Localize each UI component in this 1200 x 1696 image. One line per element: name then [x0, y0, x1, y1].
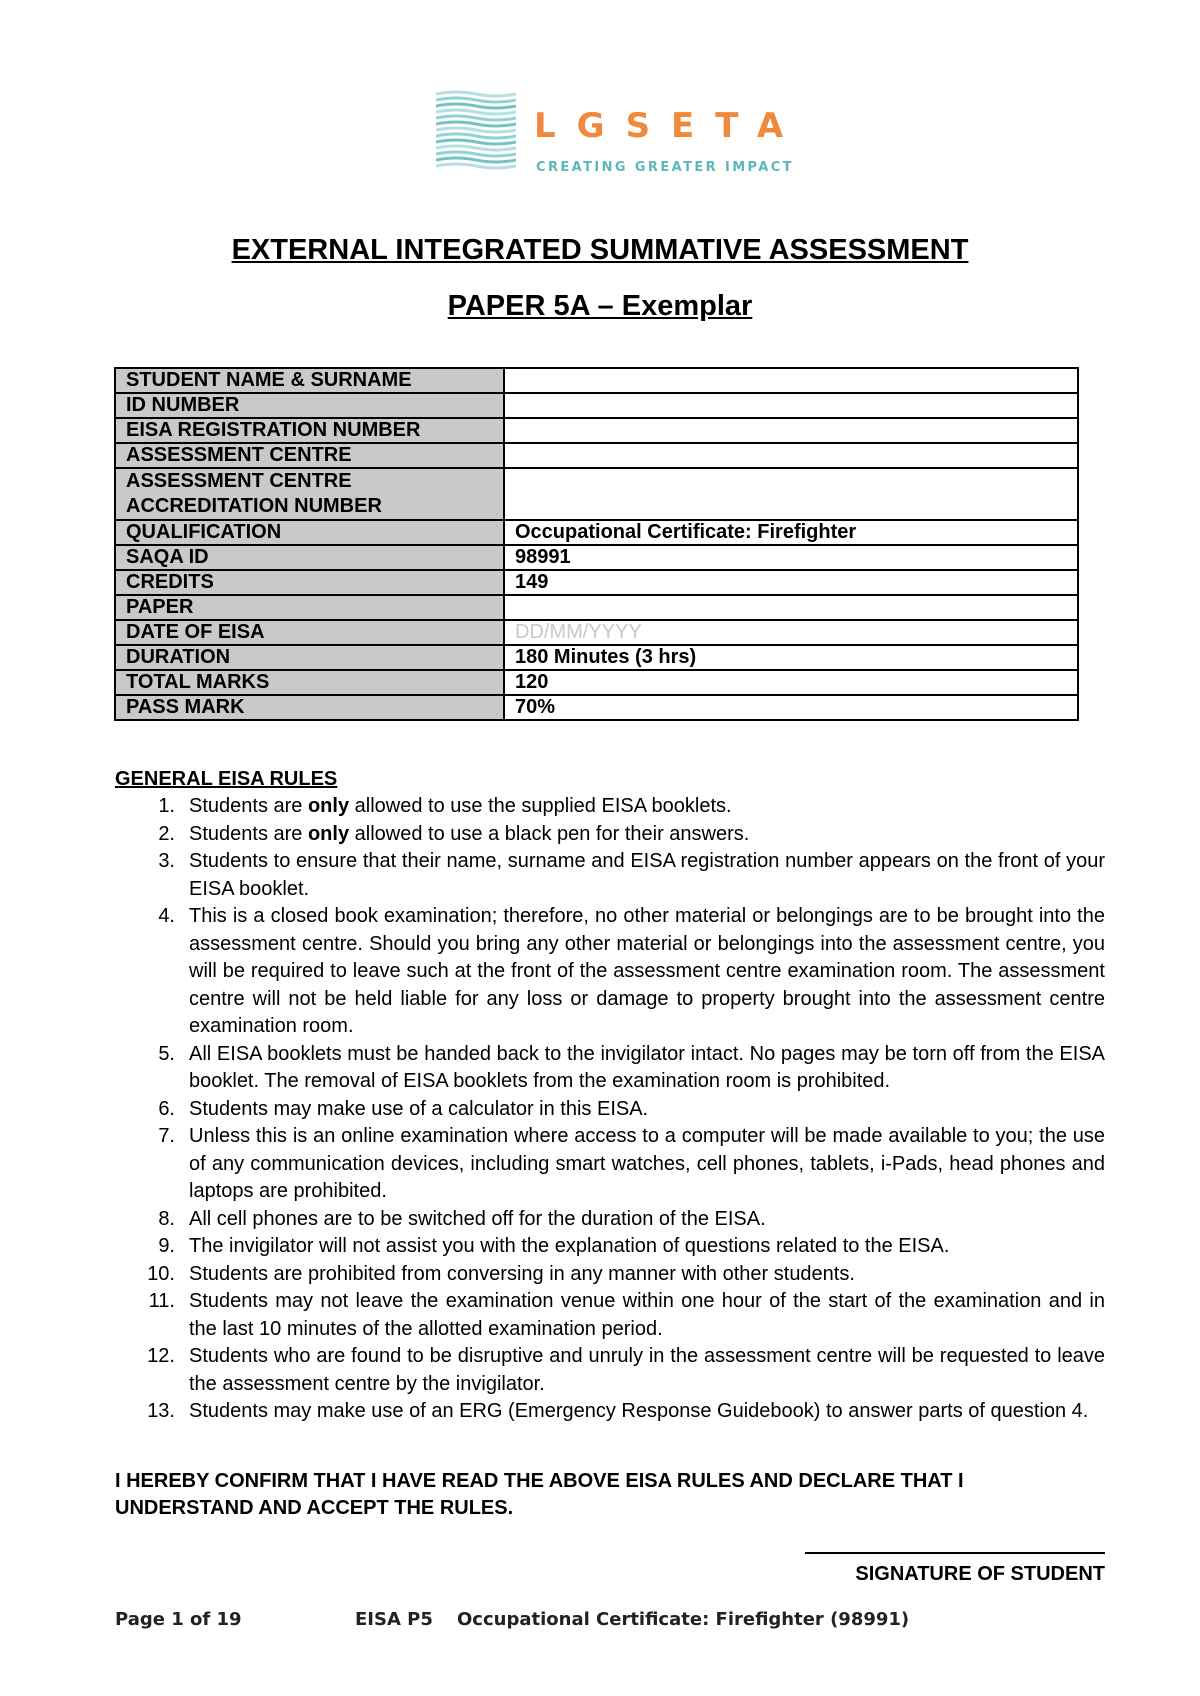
info-value: 120 [504, 670, 1078, 695]
declaration-text: I HEREBY CONFIRM THAT I HAVE READ THE ABOVE EISA RULES AND DECLARE THAT I UNDERSTAND AND ACCEPT THE RULES. [115, 1470, 964, 1519]
info-label: TOTAL MARKS [115, 670, 504, 695]
logo-wave-line [436, 146, 516, 150]
logo-tagline: CREATING GREATER IMPACT [536, 160, 794, 175]
info-row [115, 695, 1078, 720]
logo-wordmark: LGSETA [534, 106, 805, 146]
document-title: EXTERNAL INTEGRATED SUMMATIVE ASSESSMENT [231, 234, 969, 266]
rule-number: 7. [158, 1125, 175, 1147]
rule-number: 10. [147, 1262, 175, 1285]
info-value: 98991 [504, 545, 1078, 570]
rule-item [115, 793, 1105, 821]
logo-wave-line [436, 110, 516, 114]
rule-text: Students may make use of a calculator in this EISA. [189, 1097, 649, 1120]
logo-wave-line [436, 134, 516, 138]
info-value: 70% [504, 695, 1078, 720]
info-value: DD/MM/YYYY [504, 620, 1078, 645]
footer-paper-code: EISA P5 [355, 1609, 433, 1630]
rule-item [115, 1261, 1105, 1289]
info-label: ID NUMBER [115, 393, 504, 418]
rule-item [115, 903, 1105, 1041]
rule-text: Unless this is an online examination where access to a computer will be made available to you; the use of any communication devices, including smart watches, cell phones, tablets, i-Pads, head phones and laptops are prohibited. [189, 1125, 1105, 1202]
info-row [115, 570, 1078, 595]
info-input-cell[interactable] [504, 368, 1078, 393]
rule-emphasis: only [307, 795, 350, 817]
logo-wave-mark-icon [436, 88, 516, 172]
rule-item [115, 1041, 1105, 1096]
signature-line [805, 1552, 1105, 1554]
info-row [115, 368, 1078, 393]
info-label: STUDENT NAME & SURNAME [115, 368, 504, 393]
rule-item [115, 1398, 1105, 1426]
rule-item [115, 1343, 1105, 1398]
rules-heading: GENERAL EISA RULES [115, 768, 338, 790]
info-label: DURATION [115, 645, 504, 670]
rule-text: Students are prohibited from conversing in any manner with other students. [189, 1262, 855, 1285]
rule-text: All cell phones are to be switched off for the duration of the EISA. [189, 1207, 766, 1230]
info-row [115, 670, 1078, 695]
info-input-cell[interactable] [504, 595, 1078, 620]
info-row [115, 520, 1078, 545]
rule-number: 4. [158, 905, 175, 927]
info-row [115, 545, 1078, 570]
logo-wave-line [436, 158, 516, 162]
rule-number: 12. [147, 1345, 175, 1367]
logo-wave-line [436, 164, 516, 168]
info-label: ASSESSMENT CENTRE [115, 443, 504, 468]
rule-number: 11. [148, 1290, 175, 1312]
info-row [115, 393, 1078, 418]
rule-number: 9. [158, 1235, 175, 1257]
rule-number: 1. [158, 795, 175, 817]
logo-wave-line [436, 128, 516, 132]
rule-text: Students may make use of an ERG (Emergency Response Guidebook) to answer parts of question 4. [189, 1400, 1089, 1422]
rule-text: All EISA booklets must be handed back to the invigilator intact. No pages may be torn off from the EISA booklet. The removal of EISA booklets from the examination room is prohibited. [189, 1042, 1105, 1092]
info-label: SAQA ID [115, 545, 504, 570]
rule-emphasis: only [307, 822, 350, 845]
rule-item [115, 848, 1105, 903]
rule-item [115, 1288, 1105, 1343]
logo-wave-line [436, 152, 516, 156]
logo-wave-line [436, 98, 516, 102]
rule-item [115, 821, 1105, 849]
info-label: PASS MARK [115, 695, 504, 720]
lgseta-logo [436, 88, 805, 178]
info-row [115, 620, 1078, 645]
rule-text: Students are [189, 822, 308, 845]
rules-list [115, 793, 1105, 1426]
rule-text: This is a closed book examination; therefore, no other material or belongings are to be brought into the assessment centre. Should you bring any other material or belongings into the assessment centre, you will be required to leave such at the front of the assessment centre examination room. The assessment centre will not be held liable for any loss or damage to property brought into the assessment centre examination room. [189, 905, 1105, 1037]
logo-wave-line [436, 122, 516, 126]
info-input-cell[interactable] [504, 443, 1078, 468]
rule-number: 13. [147, 1400, 175, 1422]
info-row [115, 645, 1078, 670]
info-label: ASSESSMENT CENTRE ACCREDITATION NUMBER [115, 468, 504, 520]
rule-item [115, 1096, 1105, 1124]
student-info-table [114, 367, 1079, 721]
rule-number: 6. [158, 1097, 175, 1120]
logo-wave-line [436, 92, 516, 96]
logo-wave-line [436, 116, 516, 120]
rule-text: Students may not leave the examination venue within one hour of the start of the examination and in the last 10 minutes of the allotted examination period. [189, 1290, 1105, 1340]
rule-number: 2. [158, 822, 175, 845]
rule-text: Students are [189, 795, 308, 817]
info-input-cell[interactable] [504, 418, 1078, 443]
logo-wave-line [436, 104, 516, 108]
info-row [115, 443, 1078, 468]
rule-text: Students to ensure that their name, surname and EISA registration number appears on the front of your EISA booklet. [189, 850, 1105, 900]
rule-number: 3. [158, 850, 175, 872]
rule-text: allowed to use the supplied EISA booklets. [349, 795, 732, 817]
footer-page-number: Page 1 of 19 [115, 1609, 242, 1630]
footer-qualification: Occupational Certificate: Firefighter (98991) [457, 1609, 910, 1630]
info-label: QUALIFICATION [115, 520, 504, 545]
info-value: Occupational Certificate: Firefighter [504, 520, 1078, 545]
info-label: CREDITS [115, 570, 504, 595]
info-input-cell[interactable] [504, 393, 1078, 418]
rule-item [115, 1206, 1105, 1234]
rule-text: Students who are found to be disruptive and unruly in the assessment centre will be requested to leave the assessment centre by the invigilator. [189, 1345, 1105, 1395]
logo-wave-line [436, 140, 516, 144]
info-label: DATE OF EISA [115, 620, 504, 645]
info-value: 180 Minutes (3 hrs) [504, 645, 1078, 670]
rule-item [115, 1233, 1105, 1261]
info-row [115, 595, 1078, 620]
rule-item [115, 1123, 1105, 1206]
page-footer [115, 1609, 909, 1630]
info-row [115, 468, 1078, 520]
info-label: EISA REGISTRATION NUMBER [115, 418, 504, 443]
info-value: 149 [504, 570, 1078, 595]
info-input-cell[interactable] [504, 468, 1078, 520]
rule-number: 8. [158, 1207, 175, 1230]
info-row [115, 418, 1078, 443]
rule-text: The invigilator will not assist you with the explanation of questions related to the EISA. [189, 1235, 950, 1257]
info-label: PAPER [115, 595, 504, 620]
signature-label: SIGNATURE OF STUDENT [855, 1563, 1105, 1585]
rule-text: allowed to use a black pen for their answers. [349, 822, 750, 845]
document-subtitle: PAPER 5A – Exemplar [447, 290, 753, 322]
rule-number: 5. [158, 1042, 175, 1065]
